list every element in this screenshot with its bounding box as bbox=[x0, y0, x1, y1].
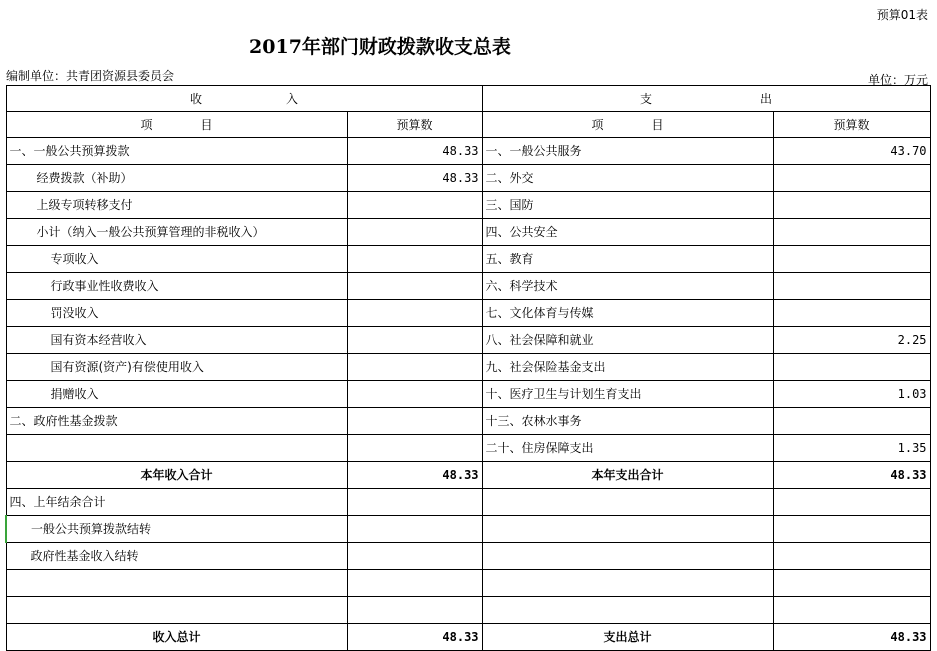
expense-value[interactable]: 2.25 bbox=[773, 327, 930, 354]
table-row bbox=[6, 165, 930, 192]
income-item[interactable]: 专项收入 bbox=[6, 246, 347, 273]
expense-item[interactable]: 六、科学技术 bbox=[482, 273, 773, 300]
income-budget-header[interactable]: 预算数 bbox=[347, 112, 482, 138]
empty-cell[interactable] bbox=[347, 489, 482, 516]
table-row bbox=[6, 489, 930, 516]
carryover-title[interactable]: 四、上年结余合计 bbox=[6, 489, 347, 516]
empty-cell[interactable] bbox=[482, 543, 773, 570]
table-row bbox=[6, 246, 930, 273]
expense-value[interactable] bbox=[773, 192, 930, 219]
year-expense-total-value[interactable]: 48.33 bbox=[773, 462, 930, 489]
income-value[interactable] bbox=[347, 246, 482, 273]
expense-item[interactable]: 二十、住房保障支出 bbox=[482, 435, 773, 462]
table-row bbox=[6, 138, 930, 165]
grand-income-total-value[interactable]: 48.33 bbox=[347, 624, 482, 651]
empty-cell[interactable] bbox=[6, 597, 347, 624]
carryover-fund[interactable]: 政府性基金收入结转 bbox=[6, 543, 347, 570]
empty-cell[interactable] bbox=[773, 543, 930, 570]
table-row bbox=[6, 381, 930, 408]
table-row bbox=[6, 435, 930, 462]
income-item[interactable]: 二、政府性基金拨款 bbox=[6, 408, 347, 435]
grand-expense-total-label[interactable]: 支出总计 bbox=[482, 624, 773, 651]
empty-cell[interactable] bbox=[482, 489, 773, 516]
page-title: 2017年部门财政拨款收支总表 bbox=[249, 36, 511, 58]
expense-budget-header[interactable]: 预算数 bbox=[773, 112, 930, 138]
table-row bbox=[6, 570, 930, 597]
year-expense-total-label[interactable]: 本年支出合计 bbox=[482, 462, 773, 489]
table-row bbox=[6, 543, 930, 570]
expense-item[interactable]: 五、教育 bbox=[482, 246, 773, 273]
year-income-total-value[interactable]: 48.33 bbox=[347, 462, 482, 489]
expense-value[interactable]: 1.03 bbox=[773, 381, 930, 408]
table-row bbox=[6, 597, 930, 624]
income-value[interactable] bbox=[347, 435, 482, 462]
income-item[interactable]: 捐赠收入 bbox=[6, 381, 347, 408]
empty-cell[interactable] bbox=[347, 543, 482, 570]
income-value[interactable] bbox=[347, 273, 482, 300]
table-row bbox=[6, 516, 930, 543]
empty-cell[interactable] bbox=[773, 516, 930, 543]
income-header[interactable]: 收 入 bbox=[6, 86, 482, 112]
expense-value[interactable] bbox=[773, 408, 930, 435]
year-income-total-label[interactable]: 本年收入合计 bbox=[6, 462, 347, 489]
income-item[interactable]: 行政事业性收费收入 bbox=[6, 273, 347, 300]
expense-value[interactable]: 43.70 bbox=[773, 138, 930, 165]
empty-cell[interactable] bbox=[773, 597, 930, 624]
budget-table bbox=[5, 85, 931, 651]
income-item[interactable]: 国有资本经营收入 bbox=[6, 327, 347, 354]
income-item[interactable]: 经费拨款（补助） bbox=[6, 165, 347, 192]
empty-cell[interactable] bbox=[347, 516, 482, 543]
table-row bbox=[6, 300, 930, 327]
expense-value[interactable] bbox=[773, 354, 930, 381]
table-row bbox=[6, 219, 930, 246]
empty-cell[interactable] bbox=[482, 597, 773, 624]
expense-item[interactable]: 十三、农林水事务 bbox=[482, 408, 773, 435]
income-item[interactable]: 小计（纳入一般公共预算管理的非税收入） bbox=[6, 219, 347, 246]
expense-item[interactable]: 一、一般公共服务 bbox=[482, 138, 773, 165]
empty-cell[interactable] bbox=[482, 516, 773, 543]
table-row bbox=[6, 408, 930, 435]
grand-income-total-label[interactable]: 收入总计 bbox=[6, 624, 347, 651]
income-value[interactable] bbox=[347, 192, 482, 219]
expense-item-header[interactable]: 项 目 bbox=[482, 112, 773, 138]
expense-value[interactable] bbox=[773, 246, 930, 273]
compiling-unit: 编制单位：共青团资源县委员会 bbox=[6, 69, 175, 83]
income-item[interactable]: 罚没收入 bbox=[6, 300, 347, 327]
income-value[interactable] bbox=[347, 219, 482, 246]
expense-item[interactable]: 三、国防 bbox=[482, 192, 773, 219]
expense-value[interactable] bbox=[773, 300, 930, 327]
expense-item[interactable]: 二、外交 bbox=[482, 165, 773, 192]
expense-item[interactable]: 四、公共安全 bbox=[482, 219, 773, 246]
empty-cell[interactable] bbox=[347, 597, 482, 624]
table-row bbox=[6, 354, 930, 381]
income-item[interactable]: 国有资源(资产)有偿使用收入 bbox=[6, 354, 347, 381]
section-header-row bbox=[6, 86, 930, 112]
income-value[interactable]: 48.33 bbox=[347, 138, 482, 165]
grand-expense-total-value[interactable]: 48.33 bbox=[773, 624, 930, 651]
income-value[interactable] bbox=[347, 408, 482, 435]
expense-value[interactable]: 1.35 bbox=[773, 435, 930, 462]
grand-total-row bbox=[6, 624, 930, 651]
empty-cell[interactable] bbox=[773, 489, 930, 516]
expense-header[interactable]: 支 出 bbox=[482, 86, 930, 112]
table-row bbox=[6, 192, 930, 219]
form-code: 预算01表 bbox=[876, 8, 928, 22]
expense-item[interactable]: 九、社会保险基金支出 bbox=[482, 354, 773, 381]
empty-cell[interactable] bbox=[773, 570, 930, 597]
income-item[interactable]: 上级专项转移支付 bbox=[6, 192, 347, 219]
income-value[interactable] bbox=[347, 327, 482, 354]
carryover-general[interactable]: 一般公共预算拨款结转 bbox=[6, 516, 347, 543]
income-value[interactable]: 48.33 bbox=[347, 165, 482, 192]
income-value[interactable] bbox=[347, 300, 482, 327]
income-item-header[interactable]: 项 目 bbox=[6, 112, 347, 138]
empty-cell[interactable] bbox=[482, 570, 773, 597]
expense-item[interactable]: 八、社会保障和就业 bbox=[482, 327, 773, 354]
year-total-row bbox=[6, 462, 930, 489]
column-header-row bbox=[6, 112, 930, 138]
income-item[interactable]: 一、一般公共预算拨款 bbox=[6, 138, 347, 165]
expense-value[interactable] bbox=[773, 273, 930, 300]
expense-value[interactable] bbox=[773, 165, 930, 192]
income-value[interactable] bbox=[347, 381, 482, 408]
table-row bbox=[6, 327, 930, 354]
currency-unit: 单位：万元 bbox=[867, 73, 928, 87]
income-value[interactable] bbox=[347, 354, 482, 381]
empty-cell[interactable] bbox=[347, 570, 482, 597]
table-row bbox=[6, 273, 930, 300]
expense-item[interactable]: 十、医疗卫生与计划生育支出 bbox=[482, 381, 773, 408]
income-item[interactable] bbox=[6, 435, 347, 462]
empty-cell[interactable] bbox=[6, 570, 347, 597]
expense-value[interactable] bbox=[773, 219, 930, 246]
expense-item[interactable]: 七、文化体育与传媒 bbox=[482, 300, 773, 327]
